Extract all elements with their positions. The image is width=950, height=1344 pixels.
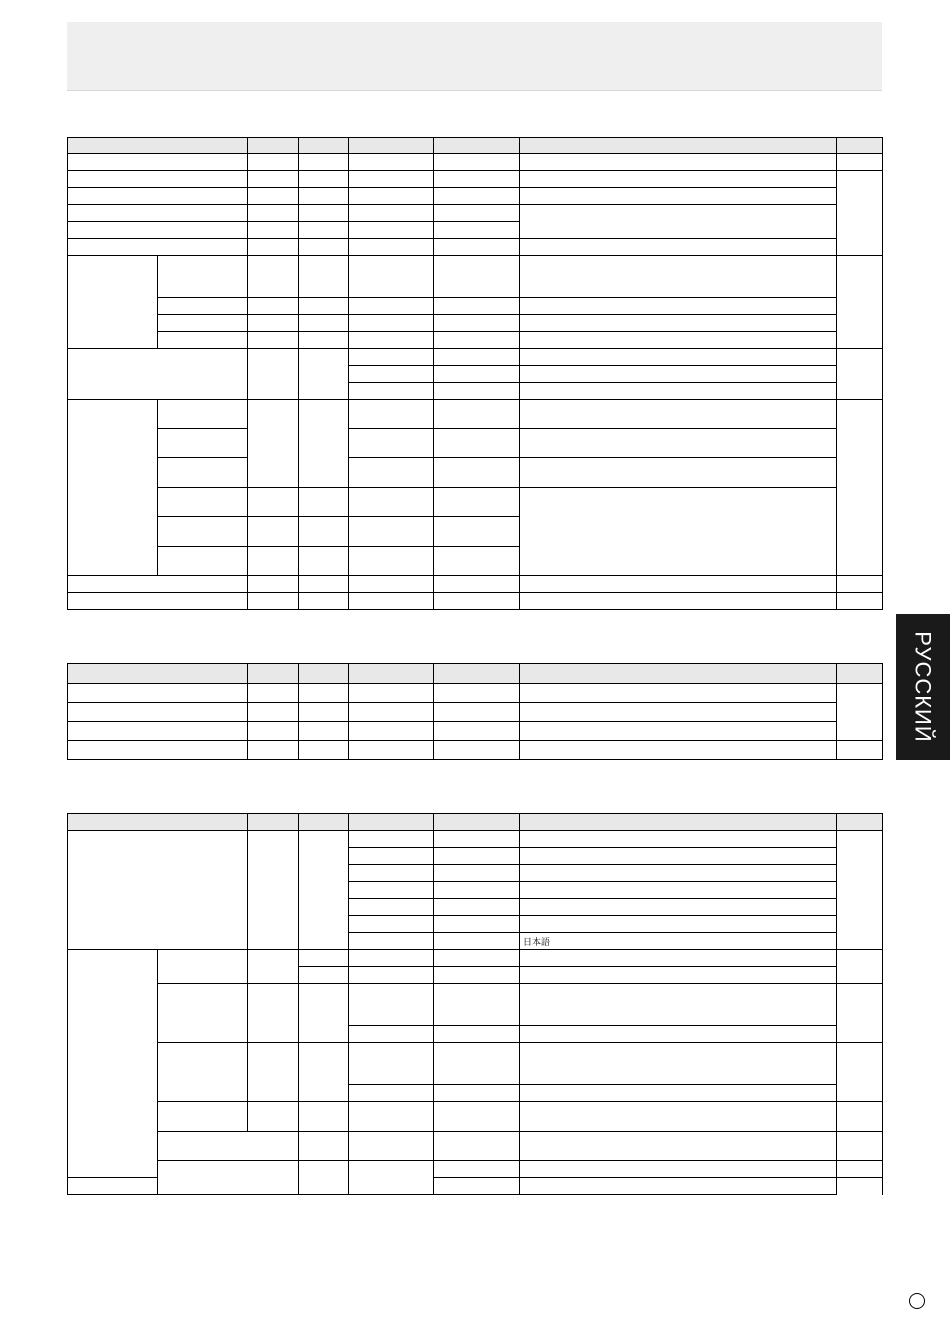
- section-header-bar: [67, 22, 882, 91]
- table-row: [68, 400, 883, 429]
- table-header-row: [68, 814, 883, 831]
- table-row: [68, 576, 883, 593]
- table-row: [68, 154, 883, 171]
- table-header-row: [68, 664, 883, 684]
- table-row: [68, 171, 883, 188]
- table-row: [68, 188, 883, 205]
- table-row: [68, 315, 883, 332]
- table-row: [68, 593, 883, 610]
- table-row: [68, 239, 883, 256]
- table-row: [68, 1132, 883, 1161]
- table-row: [68, 205, 883, 222]
- language-tab-label: РУССКИЙ: [911, 631, 937, 743]
- command-table-2: [67, 663, 883, 760]
- table-row: [68, 429, 883, 458]
- table-row: [68, 703, 883, 722]
- table-row: [68, 684, 883, 703]
- language-side-tab: [896, 614, 950, 760]
- table-row: [68, 458, 883, 488]
- table-row: [68, 298, 883, 315]
- table-header-row: [68, 138, 883, 154]
- table-row: [68, 488, 883, 517]
- table-row: [68, 332, 883, 349]
- command-table-3: [67, 813, 883, 1195]
- table-row: [68, 349, 883, 366]
- table-row: [68, 984, 883, 1026]
- table-row: [68, 741, 883, 760]
- page-number-circle: [909, 1293, 925, 1309]
- command-table-1: [67, 137, 883, 610]
- table-row: [68, 1043, 883, 1085]
- japanese-language-cell: 日本語: [520, 933, 837, 950]
- table-row: [68, 950, 883, 967]
- table-row: [68, 831, 883, 848]
- table-row: [68, 1102, 883, 1132]
- table-row: [68, 722, 883, 741]
- table-row: [68, 1161, 883, 1178]
- table-row: [68, 256, 883, 298]
